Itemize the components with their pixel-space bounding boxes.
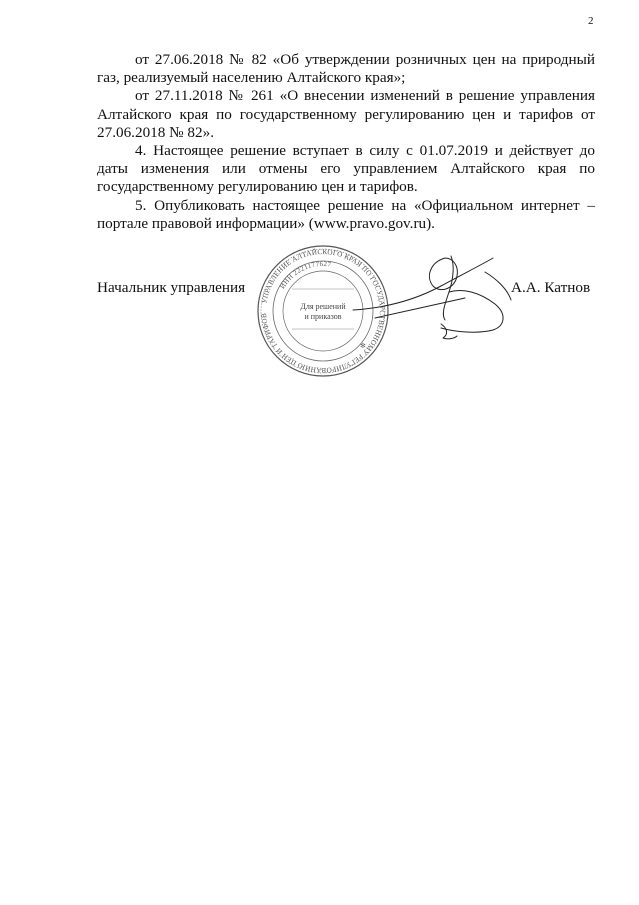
signatory-name: А.А. Катнов <box>511 279 591 296</box>
document-body <box>97 51 595 233</box>
paragraph: 5. Опубликовать настоящее решение на «Официальном интернет – портале правовой информации» (www.pravo.gov.ru). <box>97 196 595 232</box>
stamp-center-line-1: Для решений <box>300 302 346 311</box>
signatory-role: Начальник управления <box>97 279 246 296</box>
page-number: 2 <box>588 15 594 27</box>
paragraph: от 27.06.2018 № 82 «Об утверждении розничных цен на природный газ, реализуемый населению Алтайского края»; <box>97 51 595 87</box>
stamp-ring-text-path: УПРАВЛЕНИЕ АЛТАЙСКОГО КРАЯ ПО ГОСУДАРСТВЕННОМУ РЕГУЛИРОВАНИЮ ЦЕН И ТАРИФОВ <box>259 247 387 375</box>
paragraph: 4. Настоящее решение вступает в силу с 01.07.2019 и действует до даты изменения или отмены его управлением Алтайского края по государственному регулированию цен и тарифов. <box>97 142 595 196</box>
paragraph: от 27.11.2018 № 261 «О внесении изменений в решение управления Алтайского края по государственному регулированию цен и тарифов от 27.06.2018 № 82». <box>97 87 595 141</box>
stamp-center-line-2: и приказов <box>304 312 342 321</box>
svg-text:✻: ✻ <box>360 342 366 350</box>
handwritten-signature <box>345 248 515 344</box>
stamp-inn-text-path: ИНН 2221177627 <box>278 259 332 291</box>
